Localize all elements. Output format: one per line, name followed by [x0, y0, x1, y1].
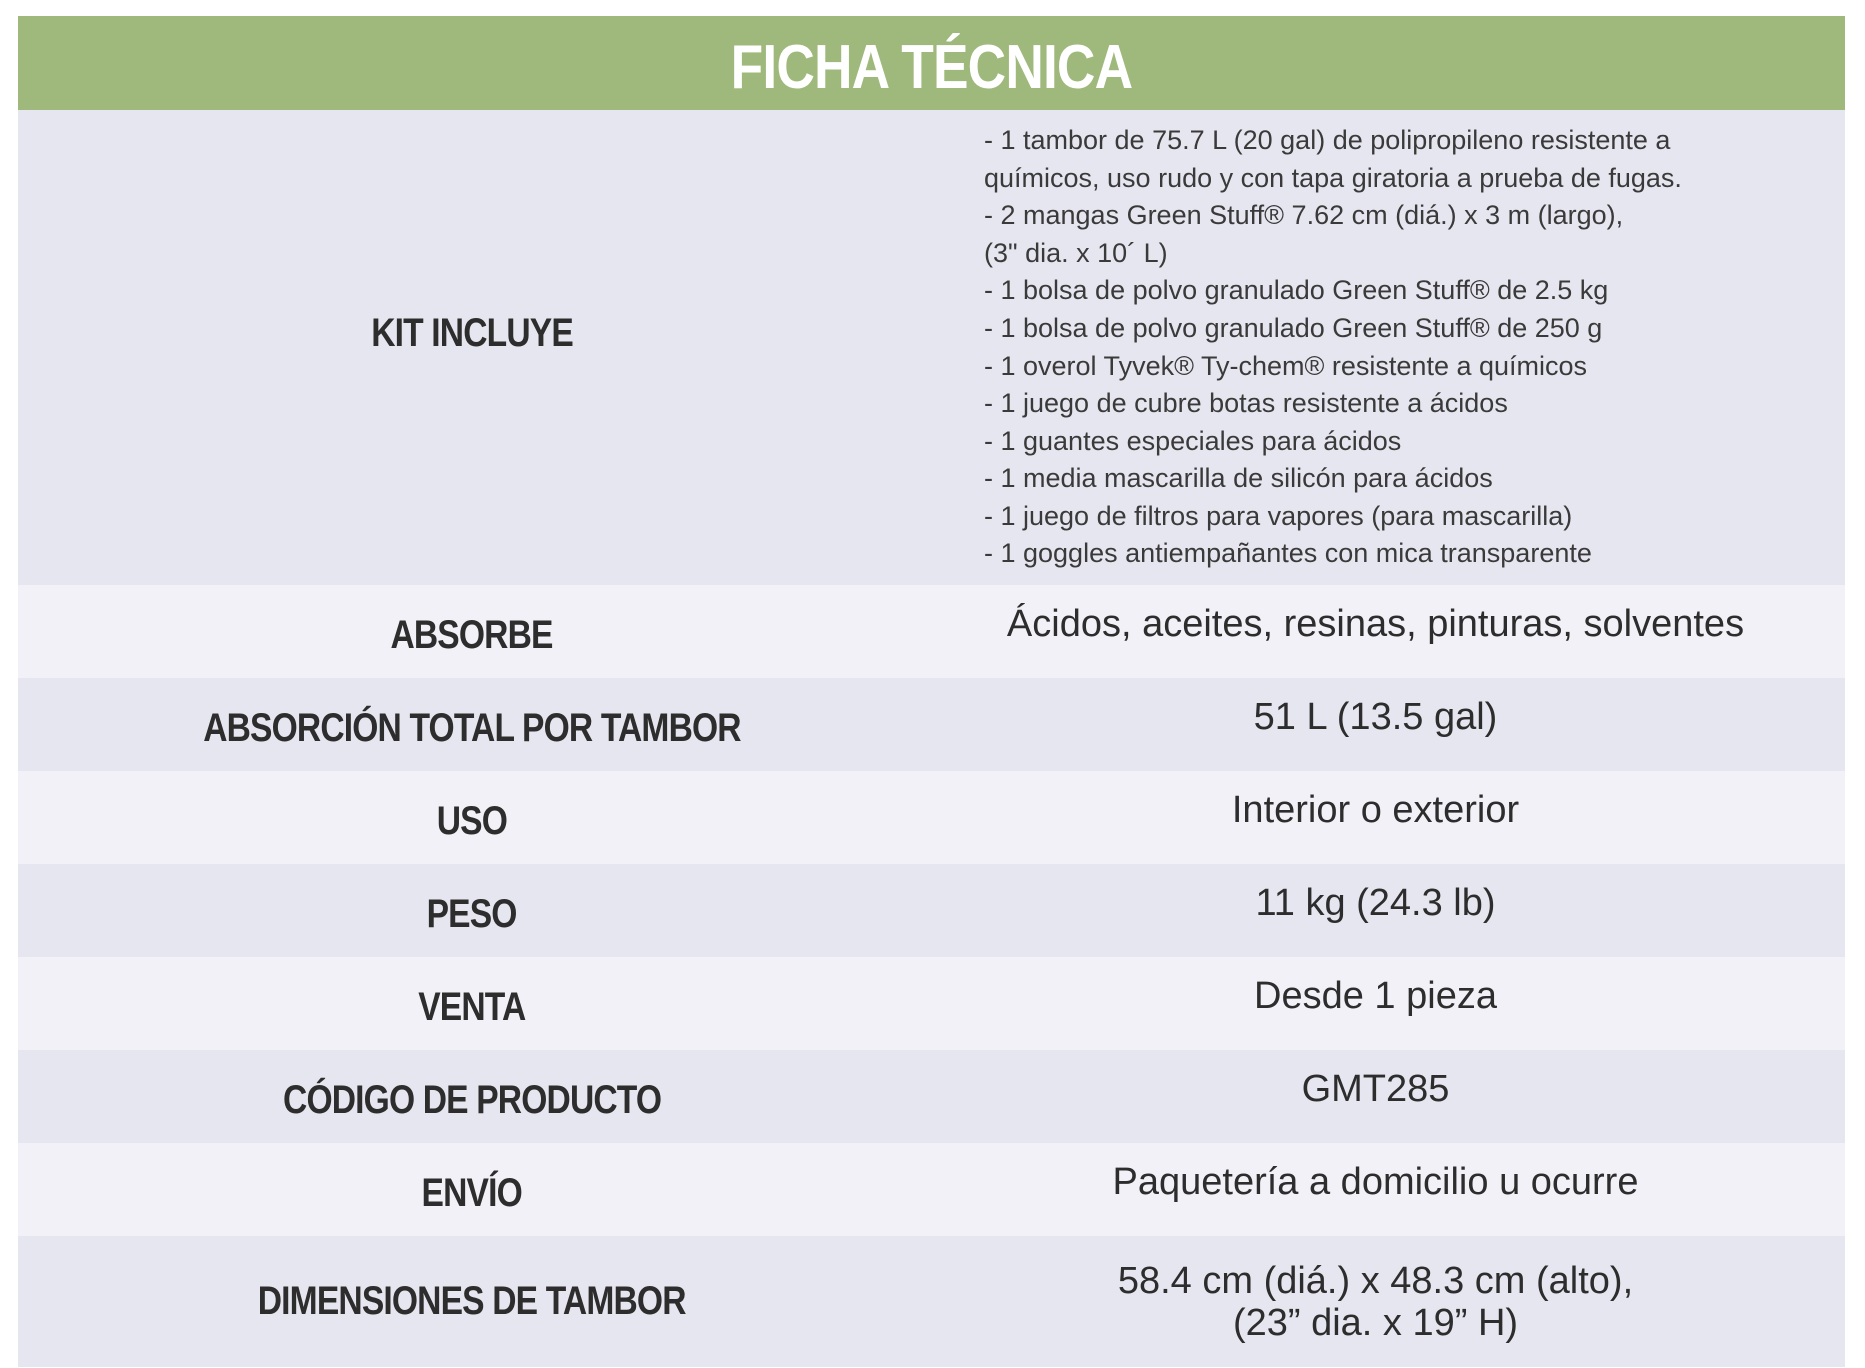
spec-value: Interior o exterior	[1231, 788, 1520, 831]
spec-row-dimensiones	[18, 1236, 1845, 1367]
kit-item: - 1 tambor de 75.7 L (20 gal) de polipropileno resistente a	[984, 124, 1671, 155]
spec-row-absorcion	[18, 678, 1845, 771]
spec-value: GMT285	[1301, 1067, 1450, 1110]
spec-value	[926, 1236, 1845, 1367]
title-bar	[18, 16, 1845, 110]
kit-item: - 1 guantes especiales para ácidos	[984, 425, 1402, 456]
spec-value: 51 L (13.5 gal)	[1253, 695, 1498, 738]
kit-item: - 1 goggles antiempañantes con mica transparente	[984, 538, 1592, 569]
spec-label: PESO	[426, 892, 518, 936]
spec-row-absorbe	[18, 585, 1845, 678]
kit-item-list	[926, 110, 1845, 585]
spec-row-envio	[18, 1143, 1845, 1236]
spec-value: Ácidos, aceites, resinas, pinturas, solventes	[1006, 602, 1745, 645]
spec-value: 11 kg (24.3 lb)	[1255, 881, 1496, 924]
spec-row-uso	[18, 771, 1845, 864]
spec-value: Desde 1 pieza	[1254, 974, 1497, 1017]
spec-value: Paquetería a domicilio u ocurre	[1112, 1160, 1639, 1203]
spec-row-codigo	[18, 1050, 1845, 1143]
kit-row	[18, 110, 1845, 585]
spec-label: USO	[436, 799, 508, 843]
spec-label: ABSORBE	[390, 613, 554, 657]
kit-item: - 1 juego de filtros para vapores (para mascarilla)	[984, 500, 1573, 531]
spec-row-venta	[18, 957, 1845, 1050]
spec-sheet	[18, 16, 1845, 1367]
kit-item: - 2 mangas Green Stuff® 7.62 cm (diá.) x 3 m (largo),	[984, 200, 1624, 231]
kit-item: - 1 media mascarilla de silicón para ácidos	[984, 463, 1493, 494]
spec-label: VENTA	[418, 985, 526, 1029]
spec-row-peso	[18, 864, 1845, 957]
spec-label: ABSORCIÓN TOTAL POR TAMBOR	[203, 706, 741, 750]
dimensions-line-metric: 58.4 cm (diá.) x 48.3 cm (alto),	[1117, 1259, 1634, 1302]
kit-item: - 1 bolsa de polvo granulado Green Stuff® de 2.5 kg	[984, 275, 1609, 306]
spec-label: DIMENSIONES DE TAMBOR	[258, 1279, 686, 1323]
kit-item: - 1 overol Tyvek® Ty-chem® resistente a químicos	[984, 350, 1588, 381]
kit-item: (3" dia. x 10´ L)	[984, 237, 1168, 268]
dimensions-line-imperial: (23” dia. x 19” H)	[1232, 1301, 1519, 1344]
spec-label: CÓDIGO DE PRODUCTO	[282, 1078, 662, 1122]
kit-item: - 1 juego de cubre botas resistente a ácidos	[984, 388, 1508, 419]
kit-item: - 1 bolsa de polvo granulado Green Stuff® de 250 g	[984, 312, 1603, 343]
kit-label: KIT INCLUYE	[371, 311, 573, 355]
kit-item: químicos, uso rudo y con tapa giratoria a prueba de fugas.	[984, 162, 1682, 193]
spec-label: ENVÍO	[421, 1171, 523, 1215]
sheet-title: FICHA TÉCNICA	[730, 32, 1133, 102]
